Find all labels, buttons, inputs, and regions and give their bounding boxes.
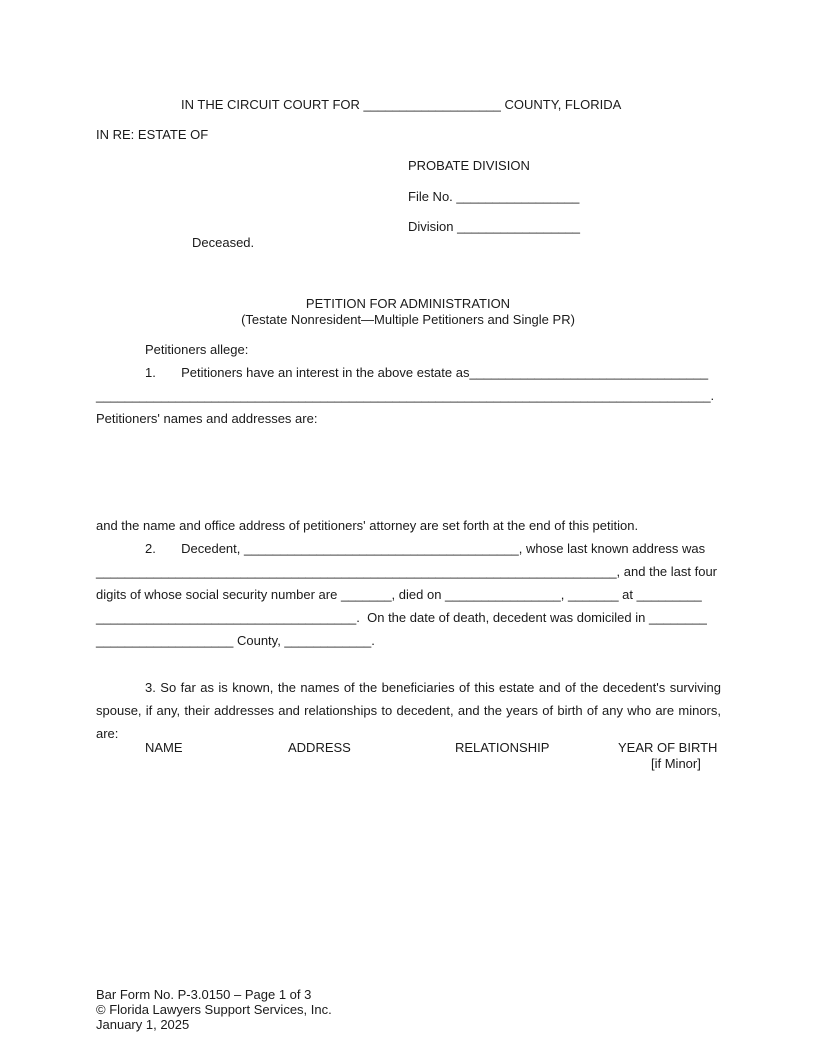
paragraph-2-line-5: ___________________ County, ____________. (96, 633, 375, 648)
paragraph-2-line-2: ________________________________________________________________________, and the last four (96, 564, 718, 579)
deceased-label: Deceased. (192, 235, 255, 250)
column-header-address: ADDRESS (288, 740, 351, 755)
footer-copyright: © Florida Lawyers Support Services, Inc. (96, 1002, 332, 1017)
column-header-relationship: RELATIONSHIP (455, 740, 550, 755)
column-header-name: NAME (145, 740, 183, 755)
column-header-if-minor: [if Minor] (651, 756, 701, 771)
file-number-field: File No. _________________ (408, 189, 580, 204)
in-re-estate: IN RE: ESTATE OF (96, 127, 209, 142)
division-field: Division _________________ (408, 219, 581, 234)
document-title: PETITION FOR ADMINISTRATION (305, 296, 511, 311)
column-header-year-of-birth: YEAR OF BIRTH (618, 740, 718, 755)
probate-division: PROBATE DIVISION (408, 158, 530, 173)
court-caption: IN THE CIRCUIT COURT FOR ___________________ COUNTY, FLORIDA (181, 97, 622, 112)
footer-form-number: Bar Form No. P-3.0150 – Page 1 of 3 (96, 987, 312, 1002)
petitioners-allege: Petitioners allege: (145, 342, 249, 357)
document-subtitle: (Testate Nonresident—Multiple Petitioners and Single PR) (241, 312, 575, 327)
attorney-statement: and the name and office address of petitioners' attorney are set forth at the end of this petition. (96, 518, 639, 533)
paragraph-2-line-3: digits of whose social security number are _______, died on ________________, _______ at _________ (96, 587, 702, 602)
paragraph-1-line-1: 1. Petitioners have an interest in the above estate as_________________________________ (145, 365, 709, 380)
paragraph-2-line-4: ____________________________________. On the date of death, decedent was domiciled in ________ (96, 610, 707, 625)
paragraph-3: 3. So far as is known, the names of the beneficiaries of this estate and of the decedent's surviving spouse, if any, their addresses and relationships to decedent, and the years of birth of any who are minors, are: (96, 680, 721, 741)
paragraph-2-line-1: 2. Decedent, ______________________________________, whose last known address was (145, 541, 706, 556)
paragraph-1-line-2: _____________________________________________________________________________________. (96, 388, 715, 403)
footer-date: January 1, 2025 (96, 1017, 190, 1032)
petitioners-names-addresses: Petitioners' names and addresses are: (96, 411, 318, 426)
